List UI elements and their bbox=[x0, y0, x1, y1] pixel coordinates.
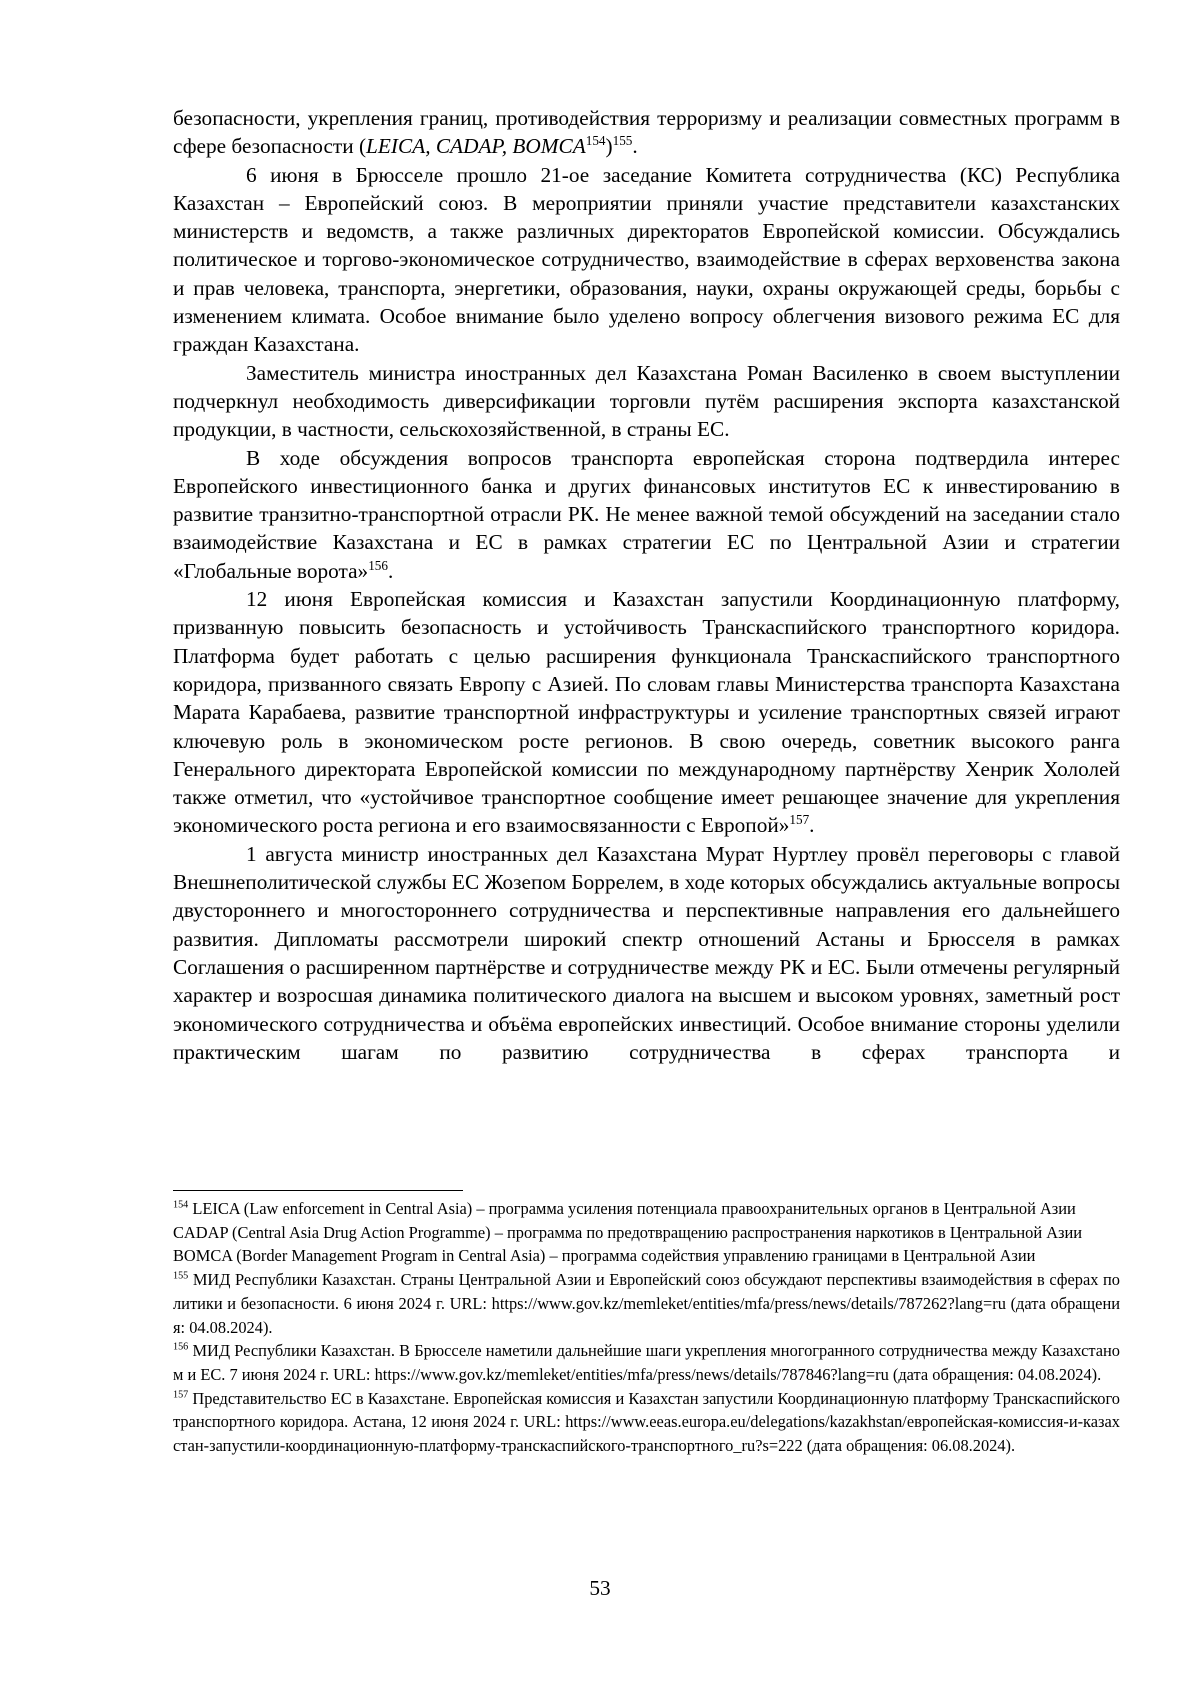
paragraph-4: В ходе обсуждения вопросов транспорта европейская сторона подтвердила интерес Европейского инвестиционного банка и других финансовых институтов ЕС к инвестированию в развитие транзитно-транспортной отрасли РК. Не менее важной темой обсуждений на заседании стало взаимодействие Казахстана и ЕС в рамках стратегии ЕС по Центральной Азии и стратегии «Глобальные ворота»$^{156}$. bbox=[173, 445, 1120, 583]
program-acronyms: LEICA, CADAP, BOMCA bbox=[366, 134, 586, 159]
footnote-ref-154[interactable]: 154 bbox=[585, 133, 606, 149]
footnote-ref-157[interactable]: 157 bbox=[789, 812, 810, 828]
footnotes bbox=[173, 1197, 1120, 1458]
footnote-ref-156[interactable]: 156 bbox=[368, 557, 388, 573]
footnote-number: 156 bbox=[173, 1341, 189, 1353]
footnote-155: $^{155}$ МИД Республики Казахстан. Страны Центральной Азии и Европейский союз обсуждают перспективы взаимодействия в сферах политики и безопасности. 6 июня 2024 г. URL: https://www.gov.kz/memleket/entities/mfa/press/news/details/787262?lang=ru (дата обращения: 04.08.2024). bbox=[173, 1270, 1120, 1337]
paragraph-6: 1 августа министр иностранных дел Казахстана Мурат Нуртлеу провёл переговоры с главой Внешнеполитической службы ЕС Жозепом Боррелем, в ходе которых обсуждались актуальные вопросы двустороннего и многостороннего сотрудничества и перспективные направления его дальнейшего развития. Дипломаты рассмотрели широкий спектр отношений Астаны и Брюсселя в рамках Соглашения о расширенном партнёрстве и сотрудничестве между РК и ЕС. Были отмечены регулярный характер и возросшая динамика политического диалога на высшем и высоком уровнях, заметный рост экономического сотрудничества и объёма европейских инвестиций. Особое внимание стороны уделили практическим шагам по развитию сотрудничества в сферах транспорта и bbox=[173, 841, 1121, 1064]
paragraph-5: 12 июня Европейская комиссия и Казахстан запустили Координационную платформу, призванную повысить безопасность и устойчивость Транскаспийского транспортного коридора. Платформа будет работать с целью расширения функционала Транскаспийского транспортного коридора, призванного связать Европу с Азией. По словам главы Министерства транспорта Казахстана Марата Карабаева, развитие транспортной инфраструктуры и усиление транспортных связей играют ключевую роль в экономическом росте регионов. В свою очередь, советник высокого ранга Генерального директората Европейской комиссии по международному партнёрству Хенрик Хололей также отметил, что «устойчивое транспортное сообщение имеет решающее значение для укрепления экономического роста региона и его взаимосвязанности с Европой»$^{157}$. bbox=[173, 587, 1120, 838]
footnote-154-bomca: BOMCA (Border Management Program in Central Asia) – программа содействия управлению границами в Центральной Азии bbox=[173, 1246, 1036, 1266]
paragraph-3: Заместитель министра иностранных дел Казахстана Роман Василенко в своем выступлении подчеркнул необходимость диверсификации торговли путём расширения экспорта казахстанской продукции, в частности, сельскохозяйственной, в страны ЕС. bbox=[173, 360, 1120, 442]
paragraph-2: 6 июня в Брюсселе прошло 21-ое заседание Комитета сотрудничества (КС) Республика Казахстан – Европейский союз. В мероприятии приняли участие представители казахстанских министерств и ведомств, а также различных директоратов Европейской комиссии. Обсуждались политическое и торгово-экономическое сотрудничество, взаимодействие в сферах верховенства закона и прав человека, транспорта, энергетики, образования, науки, охраны окружающей среды, борьбы с изменением климата. Особое внимание было уделено вопросу облегчения визового режима ЕС для граждан Казахстана. bbox=[173, 162, 1120, 357]
paragraph-1: безопасности, укрепления границ, противодействия терроризму и реализации совместных программ в сфере безопасности (LEICA, CADAP, BOMCA$^{154}$)$^{155}$. bbox=[173, 106, 1120, 159]
footnote-ref-155[interactable]: 155 bbox=[612, 133, 633, 149]
footnote-157: $^{157}$ Представительство ЕС в Казахстане. Европейская комиссия и Казахстан запустили Координационную платформу Транскаспийского транспортного коридора. Астана, 12 июня 2024 г. URL: https://www.eeas.europa.eu/delegations/kazakhstan/европейская-комиссия-и-казахстан-запустили-координационную-платформу-транскаспийского-транспортного_ru?s=222 (дата обращения: 06.08.2024). bbox=[173, 1388, 1120, 1456]
footnote-number: 155 bbox=[173, 1270, 189, 1282]
footnote-156: $^{156}$ МИД Республики Казахстан. В Брюсселе наметили дальнейшие шаги укрепления многогранного сотрудничества между Казахстаном и ЕС. 7 июня 2024 г. URL: https://www.gov.kz/memleket/entities/mfa/press/news/details/787846?lang=ru (дата обращения: 04.08.2024). bbox=[173, 1341, 1120, 1384]
footnote-divider bbox=[173, 1190, 463, 1191]
page-body bbox=[173, 104, 1120, 1066]
footnote-154: $^{154}$ LEICA (Law enforcement in Central Asia) – программа усиления потенциала правоохранительных органов в Центральной Азии bbox=[173, 1199, 1076, 1218]
footnote-154-cadap: CADAP (Central Asia Drug Action Programme) – программа по предотвращению распространения наркотиков в Центральной Азии bbox=[173, 1222, 1083, 1242]
footnote-number: 154 bbox=[173, 1199, 189, 1211]
main-text bbox=[173, 104, 1120, 1066]
footnote-number: 157 bbox=[173, 1389, 189, 1401]
page-number: 53 bbox=[589, 1576, 611, 1600]
